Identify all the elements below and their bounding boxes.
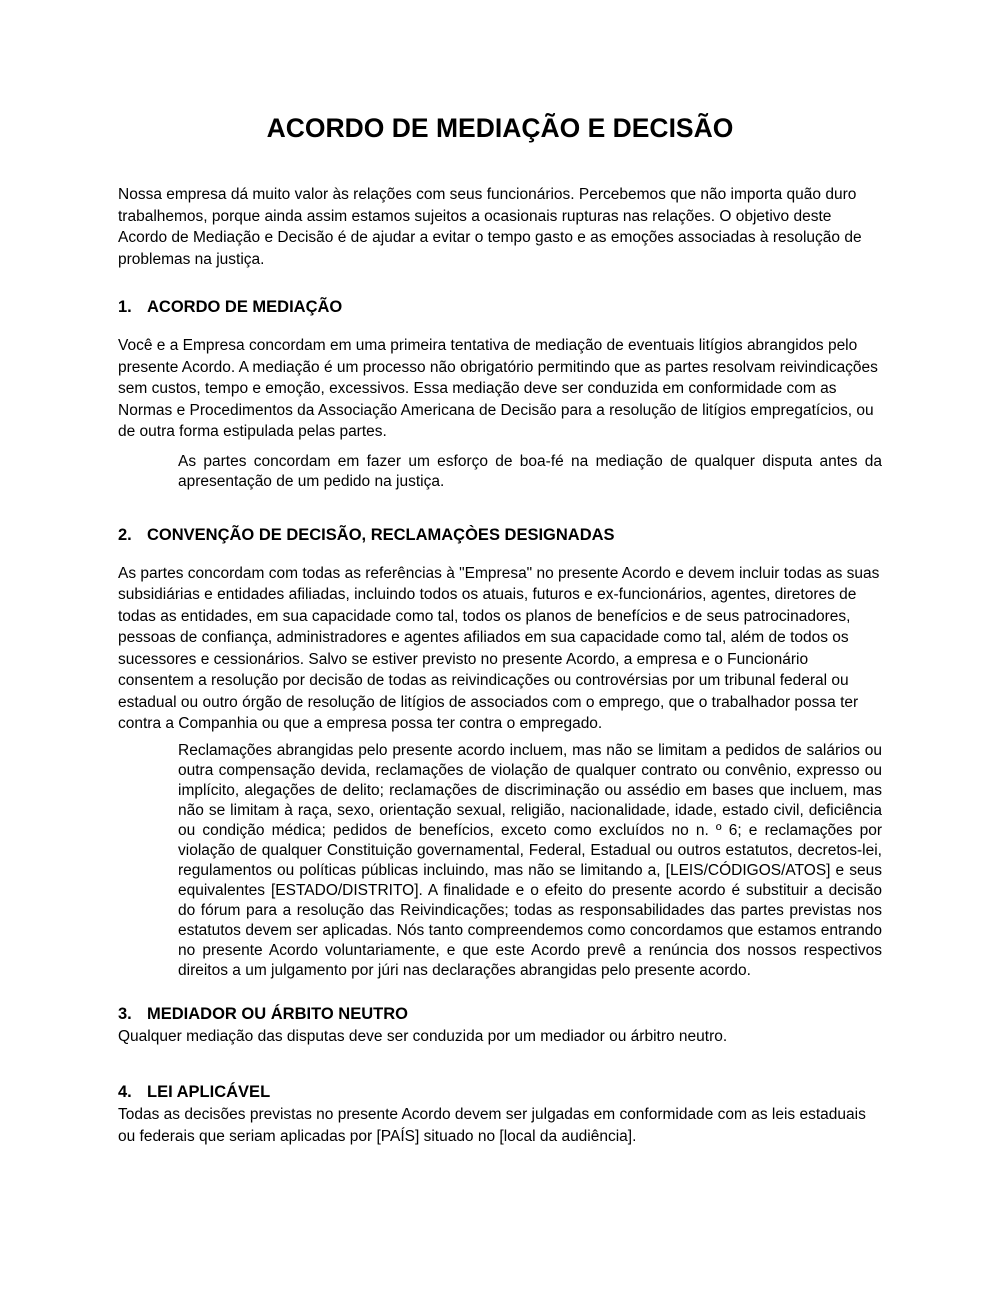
section-heading [118, 1081, 882, 1103]
section-heading [118, 524, 882, 546]
section-body: Todas as decisões previstas no presente Acordo devem ser julgadas em conformidade com as leis estaduais ou federais que seriam aplicadas por [PAÍS] situado no [local da audiência]. [118, 1106, 866, 1145]
section-number: 2. [118, 525, 132, 544]
section-body: Você e a Empresa concordam em uma primeira tentativa de mediação de eventuais litígios abrangidos pelo presente Acordo. A mediação é um processo não obrigatório permitindo que as partes resolvam reivindicações sem custos, tempo e emoção, excessivos. Essa mediação deve ser conduzida em conformidade com as Normas e Procedimentos da Associação Americana de Decisão para a resolução de litígios empregatícios, ou de outra forma estipulada pelas partes. [118, 337, 878, 440]
indented-paragraph: Reclamações abrangidas pelo presente acordo incluem, mas não se limitam a pedidos de salários ou outra compensação devida, reclamações de violação de qualquer contrato ou convênio, expresso ou implícito, alegações de delito; reclamações de discriminação ou assédio em bases que incluem, mas não se limitam à raça, sexo, orientação sexual, religião, nacionalidade, idade, estado civil, deficiência ou condição médica; pedidos de benefícios, exceto como excluídos no n. º 6; e reclamações por violação de qualquer Constituição governamental, Federal, Estadual ou outros estatutos, decretos-lei, regulamentos ou políticas públicas incluindo, mas não se limitando a, [LEIS/CÓDIGOS/ATOS] e seus equivalentes [ESTADO/DISTRITO]. A finalidade e o efeito do presente acordo é substituir a decisão do fórum para a resolução das Reivindicações; todas as responsabilidades das partes previstas nos estatutos devem ser aplicadas. Nós tanto compreendemos como concordamos que estamos entrando no presente Acordo voluntariamente, e que este Acordo prevê a renúncia dos nossos respectivos direitos a um julgamento por júri nas declarações abrangidas pelo presente acordo. [178, 741, 882, 979]
section-title: ACORDO DE MEDIAÇÃO [147, 298, 343, 316]
section-applicable-law [118, 1081, 882, 1147]
section-body: As partes concordam com todas as referências à "Empresa" no presente Acordo e devem incluir todas as suas subsidiárias e entidades afiliadas, incluindo todos os atuais, futuros e ex-funcionários, agentes, diretores de todas as entidades, em sua capacidade como tal, todos os planos de benefícios e de seus patrocinadores, pessoas de confiança, administradores e agentes afiliados em sua capacidade como tal, além de todos os sucessores e cessionários. Salvo se estiver previsto no presente Acordo, a empresa e o Funcionário consentem a resolução por decisão de todas as reivindicações ou controvérsias por um tribunal federal ou estadual ou outro órgão de resolução de litígios de associados com o emprego, que o trabalhador possa ter contra a Companhia ou que a empresa possa ter contra o empregado. [118, 564, 880, 732]
section-title: LEI APLICÁVEL [147, 1083, 271, 1101]
section-mediation-agreement [118, 296, 882, 492]
section-decision-convention [118, 524, 882, 981]
document-title: ACORDO DE MEDIAÇÃO E DECISÃO [266, 113, 734, 143]
indented-paragraph: As partes concordam em fazer um esforço de boa-fé na mediação de qualquer disputa antes da apresentação de um pedido na justiça. [178, 452, 882, 490]
intro-paragraph: Nossa empresa dá muito valor às relações com seus funcionários. Percebemos que não importa quão duro trabalhemos, porque ainda assim estamos sujeitos a ocasionais rupturas nas relações. O objetivo deste Acordo de Mediação e Decisão é de ajudar a evitar o tempo gasto e as emoções associadas à resolução de problemas na justiça. [118, 186, 862, 268]
section-title: CONVENÇÃO DE DECISÃO, RECLAMAÇÒES DESIGNADAS [147, 525, 615, 544]
section-number: 1. [118, 298, 132, 316]
section-number: 4. [118, 1083, 132, 1101]
section-title: MEDIADOR OU ÁRBITO NEUTRO [147, 1004, 408, 1023]
section-heading [118, 296, 882, 318]
section-number: 3. [118, 1004, 132, 1023]
section-heading [118, 1003, 882, 1025]
section-body: Qualquer mediação das disputas deve ser conduzida por um mediador ou árbitro neutro. [118, 1027, 728, 1045]
section-neutral-mediator [118, 1003, 882, 1048]
